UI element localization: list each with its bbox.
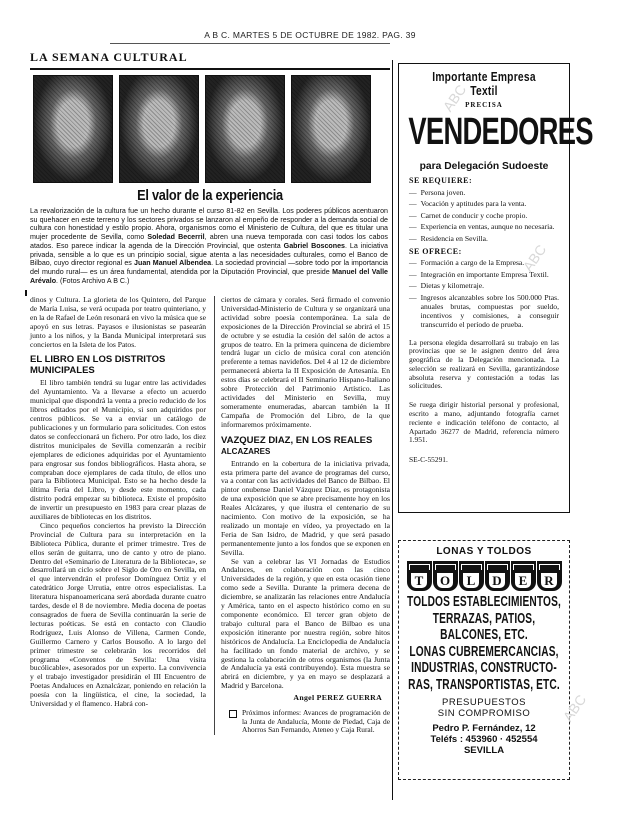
- caption-text: . La iniciativa privada, sensible a lo que es un principio social, sigue atenta a las necesidades culturales, como el Banco de Bilbao, cuyo director regional es: [30, 241, 388, 268]
- ad-address: Pedro P. Fernández, 12: [432, 723, 536, 734]
- list-item-text: Carnet de conducir y coche propio.: [420, 210, 528, 220]
- list-item: [409, 270, 559, 279]
- dash-icon: —: [409, 210, 417, 220]
- list-item: [409, 293, 559, 329]
- ad-phones: Teléfs : 453960 · 452554: [430, 734, 538, 745]
- portrait-photo-1: [33, 75, 113, 183]
- watermark: ABC: [439, 81, 470, 115]
- checkbox-square-icon: [229, 710, 237, 718]
- watermark: ABC: [519, 241, 550, 275]
- byline: Angel PEREZ GUERRA: [293, 693, 382, 703]
- offers-label: SE OFRECE:: [409, 246, 462, 256]
- awning-icon: [537, 561, 562, 591]
- list-item-text: Integración en importante Empresa Textil.: [420, 269, 549, 279]
- ad-line: RAS, TRANSPORTISTAS, ETC.: [408, 676, 560, 693]
- dash-icon: —: [409, 222, 417, 231]
- section-title: LA SEMANA CULTURAL: [30, 50, 390, 70]
- caption-name: Gabriel Boscones: [283, 241, 345, 250]
- caption-text: , abren una nueva temporada con casi todos los cabos atados. Eso parece indicar la agenda de la Dirección Provincial, que ostenta: [30, 233, 388, 250]
- list-item: [409, 234, 559, 243]
- list-item-text: Formación a cargo de la Empresa.: [420, 258, 525, 267]
- feature-headline: El valor de la experiencia: [137, 187, 283, 204]
- logo-letter: D: [488, 572, 506, 589]
- paragraph: ciertos de cámara y corales. Será firmado el convenio Universidad-Ministerio de Cultura y se organizará una actividad sobre poesía contemporánea. La sala de exposiciones de la Dirección Provincial se abrirá el 15 de octubre y se estudia la cesión del salón de actos a grupos de teatro. En la primera quincena de diciembre tendrá lugar un ciclo de música coral con atención preferente a temas navideños. Del 4 al 12 de diciembre permanecerá abierta la II Exposición de Artesanía. En estos días se celebrará el II Seminario Hispano-Italiano sobre Protección del Patrimonio Artístico. Las actividades del Ministerio en Sevilla, muy someramente enumeradas, abarcan también la II Campaña de Promoción del Libro, de la que informaremos próximamente.: [221, 295, 390, 429]
- logo-letter: L: [462, 572, 480, 589]
- ad-paragraph: Se ruega dirigir historial personal y profesional, escrito a mano, adjuntando fotografía carnet reciente e indicación teléfono de contacto, al Apartado 36277 de Madrid, referencia número 1.951.: [409, 400, 559, 445]
- tolder-logo: [403, 561, 565, 591]
- list-item-text: Dietas y kilometraje.: [420, 281, 485, 290]
- caption-name: Manuel del Valle Arévalo: [30, 267, 388, 285]
- portrait-photo-2: [119, 75, 199, 183]
- dash-icon: —: [409, 233, 417, 243]
- list-item: [409, 211, 559, 220]
- awning-icon: [407, 561, 432, 591]
- subheading-line: VAZQUEZ DIAZ, EN LOS REALES: [221, 434, 373, 446]
- list-item: [409, 188, 559, 197]
- article-column-1: [30, 296, 206, 735]
- dash-icon: —: [409, 258, 417, 267]
- portrait-photo-3: [205, 75, 285, 183]
- list-item-text: Persona joven.: [420, 187, 466, 197]
- footnote: [221, 709, 390, 735]
- list-item: [409, 258, 559, 267]
- article-column-2: [214, 296, 390, 735]
- caption-text: . (Fotos Archivo A B C.): [56, 276, 130, 285]
- ad-line: BALCONES, ETC.: [440, 627, 528, 643]
- subheading: [221, 435, 390, 457]
- ad-line: TOLDOS ESTABLECIMIENTOS,: [407, 594, 561, 610]
- ad-headline: VENDEDORES: [408, 111, 593, 153]
- subheading-line: ALCAZARES: [221, 446, 271, 456]
- awning-icon: [459, 561, 484, 591]
- masthead-rule: [110, 43, 390, 44]
- caption-name: Juan Manuel Albendea: [134, 259, 212, 268]
- list-item-text: Ingresos alcanzables sobre los 500.000 Ptas. anuales brutas, compuestas por sueldo, incentivos y comisiones, a conseguir transcurrido el período de prueba.: [420, 292, 559, 329]
- caption-name: Soledad Becerril: [147, 233, 205, 242]
- requires-list: [409, 188, 559, 243]
- paragraph: Cinco pequeños conciertos ha previsto la Dirección Provincial de Cultura para su interpretación en la Biblioteca Pública, durante el primer trimestre. Tres de ellos serán de guitarra, uno de canto y otro de piano. Dentro del «Seminario de Literatura de la Biblioteca», se desarrollará un ciclo sobre el Siglo de Oro en Sevilla, en el que intervendrán el profesor Domínguez Ortiz y el catedrático Jorge Urrutia, entre otros especialistas. La literatura hispanoamericana será abordada durante cuatro tardes, desde el 8 de noviembre. Media docena de poetas consagrados de fuera de Sevilla continuarán la serie de lecturas poéticas. Se está en contacto con Claudio Rodríguez, Luis Alonso de Villena, Carmen Conde, Guillermo Carnero y Carlos Bousoño. A lo largo del primer trimestre se celebrarán los recorridos del programa «Conventos de Sevilla: Una visita bucólicable», asesorados por un experto. La convivencia y el trabajo investigador presidirán el III Encuentro de Poetas Andaluces en Aznalcázar, poniendo en relación la poesía con la lingüística, el cine, la sociedad, la Universidad y el flamenco. Habrá con-: [30, 520, 206, 709]
- dash-icon: —: [409, 269, 417, 279]
- column-rule: [25, 290, 27, 296]
- dash-icon: —: [409, 187, 417, 197]
- offers-list: [409, 258, 559, 329]
- list-item: [409, 199, 559, 208]
- list-item-text: Residencia en Sevilla.: [420, 233, 488, 243]
- dash-icon: —: [409, 292, 417, 302]
- paragraph: Se van a celebrar las VI Jornadas de Estudios Andaluces, en colaboración con las cinco Universidades de la región, y que en esta ocasión tiene como sede a Sevilla. Durante la primera decena de diciembre, se analizarán las relaciones entre Andalucía y América, tanto en el aspecto histórico como en su componente económico. El tercer gran objeto de trabajo cultural para el Banco de Bilbao es una exposición itinerante por nuestra región, sobre hitos históricos de Andalucía. La Enciclopedia de Andalucía ha facilitado un fondo material de archivo, y se gestiona la colaboración de otros organismos (la Junta de Andalucía ya está contribuyendo). Esta muestra se abrirá en diciembre, y ya en mayo se desplazará a Madrid y Barcelona.: [221, 556, 390, 691]
- photo-strip: [30, 75, 390, 183]
- photo-caption: [30, 207, 390, 285]
- logo-letter: T: [410, 572, 428, 589]
- column-rule: [392, 60, 393, 800]
- masthead-line: A B C. MARTES 5 DE OCTUBRE DE 1982. PAG. 39: [204, 30, 416, 40]
- logo-letter: R: [540, 572, 558, 589]
- ad-line: INDUSTRIAS, CONSTRUCTO-: [411, 660, 557, 676]
- article-columns: [30, 296, 390, 735]
- subheading: EL LIBRO EN LOS DISTRITOS MUNICIPALES: [30, 354, 166, 377]
- ad-company: Importante Empresa Textil: [432, 70, 536, 98]
- feature-area: [30, 50, 390, 285]
- ad-paragraph: La persona elegida desarrollará su trabajo en las provincias que se le asignen dentro del área geográfica de la Delegación mencionada. La selección se realizará en Sevilla, garantizándose absoluta reserva y contestación a todas las solicitudes.: [409, 337, 559, 391]
- awning-icon: [511, 561, 536, 591]
- footnote-text: Próximos informes: Avances de programación de la Junta de Andalucía, Monte de Piedad, Caja de Ahorros San Fernando, Ateneo y Caja Rural.: [242, 708, 390, 735]
- list-item-text: Vocación y aptitudes para la venta.: [420, 199, 527, 208]
- awning-icon: [433, 561, 458, 591]
- paragraph: El libro también tendrá su lugar entre las actividades del Ayuntamiento. Va a llevarse a efecto un acuerdo municipal que dispondrá la venta a precio reducido de los libros editados por el Municipio, si son adquiridos por centros públicos. Se va a enviar un catálogo de publicaciones y un formulario para solicitudes. Con estos datos se confeccionará un fichero. Por otro lado, los diez distritos municipales de Sevilla comenzarán a recibir ejemplares de ediciones adquiridas por el Ayuntamiento para engrosar sus fondos bibliográficos. Hasta ahora, se compraban doce ejemplares de cada título, de ellos uno para la Biblioteca Municipal. Esto se ha hecho desde la última Feria del Libro, y desde este momento, cada distrito podrá empezar su biblioteca. Existe el propósito de invertir un presupuesto en 1983 para crear plazas de auxiliares de bibliotecas en los distritos.: [30, 378, 206, 522]
- dash-icon: —: [409, 199, 417, 208]
- job-advertisement: [398, 63, 593, 513]
- list-item-text: Experiencia en ventas, aunque no necesaria.: [420, 222, 555, 231]
- tolder-advertisement: [398, 540, 570, 780]
- compromiso-line: SIN COMPROMISO: [437, 708, 531, 719]
- watermark: ABC: [559, 691, 590, 725]
- ad-city: SEVILLA: [463, 745, 505, 756]
- list-item: [409, 222, 559, 231]
- caption-text: . La sociedad provincial —sobre todo por la importancia del mundo rural— es un área fundamental, atendida por la Diputación Provincial, que preside: [30, 259, 388, 276]
- presupuestos-line: PRESUPUESTOS: [442, 697, 526, 708]
- logo-letter: E: [514, 572, 532, 589]
- requires-label: SE REQUIERE:: [409, 176, 473, 185]
- ad-top-line: LONAS Y TOLDOS: [436, 546, 532, 557]
- list-item: [409, 281, 559, 290]
- ad-reference: SE-C-55291.: [409, 455, 448, 465]
- paragraph: Entrando en la cobertura de la iniciativa privada, esta primera parte del avance de programas del curso, va a contar con las actividades del Banco de Bilbao. El pintor onubense Daniel Vázquez Díaz, es protagonista de una exposición que se abre precisamente hoy en los Reales Alcázares, y que ilustra el centenario de su nacimiento. Con motivo de la exposición, se ha realizado un montaje en vídeo, ya proyectado en la Feria de San Isidro, de Madrid, y que será pasado permanentemente junto a los fondos que se exponen en Sevilla.: [221, 458, 390, 557]
- ad-precisa: PRECISA: [465, 101, 503, 109]
- paragraph: dinos y Cultura. La glorieta de los Quintero, del Parque de María Luisa, se verá ocupada por teatro quinteriano, y en la de Rafael de León resonará en vivo la música que se apoyó en sus letras. Payasos e ilusionistas se pasearán junto a los niños, y la Banda Municipal interpretará sus conciertos en la Isleta de los Patos.: [30, 295, 206, 349]
- ad-line: TERRAZAS, PATIOS,: [432, 610, 536, 627]
- caption-text: La revalorización de la cultura fue un hecho durante el curso 81-82 en Sevilla. Los poderes públicos acentuaron su quehacer en este terreno y los sectores privados se lanzaron al empeño de responder a la demanda social de cultura con honestidad y estilo propio. Ahora, organismos como el Ministerio de Cultura, del que es titular una mujer procedente de Sevilla, como: [30, 207, 388, 242]
- logo-letter: O: [436, 572, 454, 589]
- ad-line: LONAS CUBREMERCANCIAS,: [409, 643, 559, 660]
- dash-icon: —: [409, 281, 417, 290]
- ad-delegation: para Delegación Sudoeste: [419, 161, 549, 172]
- awning-icon: [485, 561, 510, 591]
- portrait-photo-4: [291, 75, 371, 183]
